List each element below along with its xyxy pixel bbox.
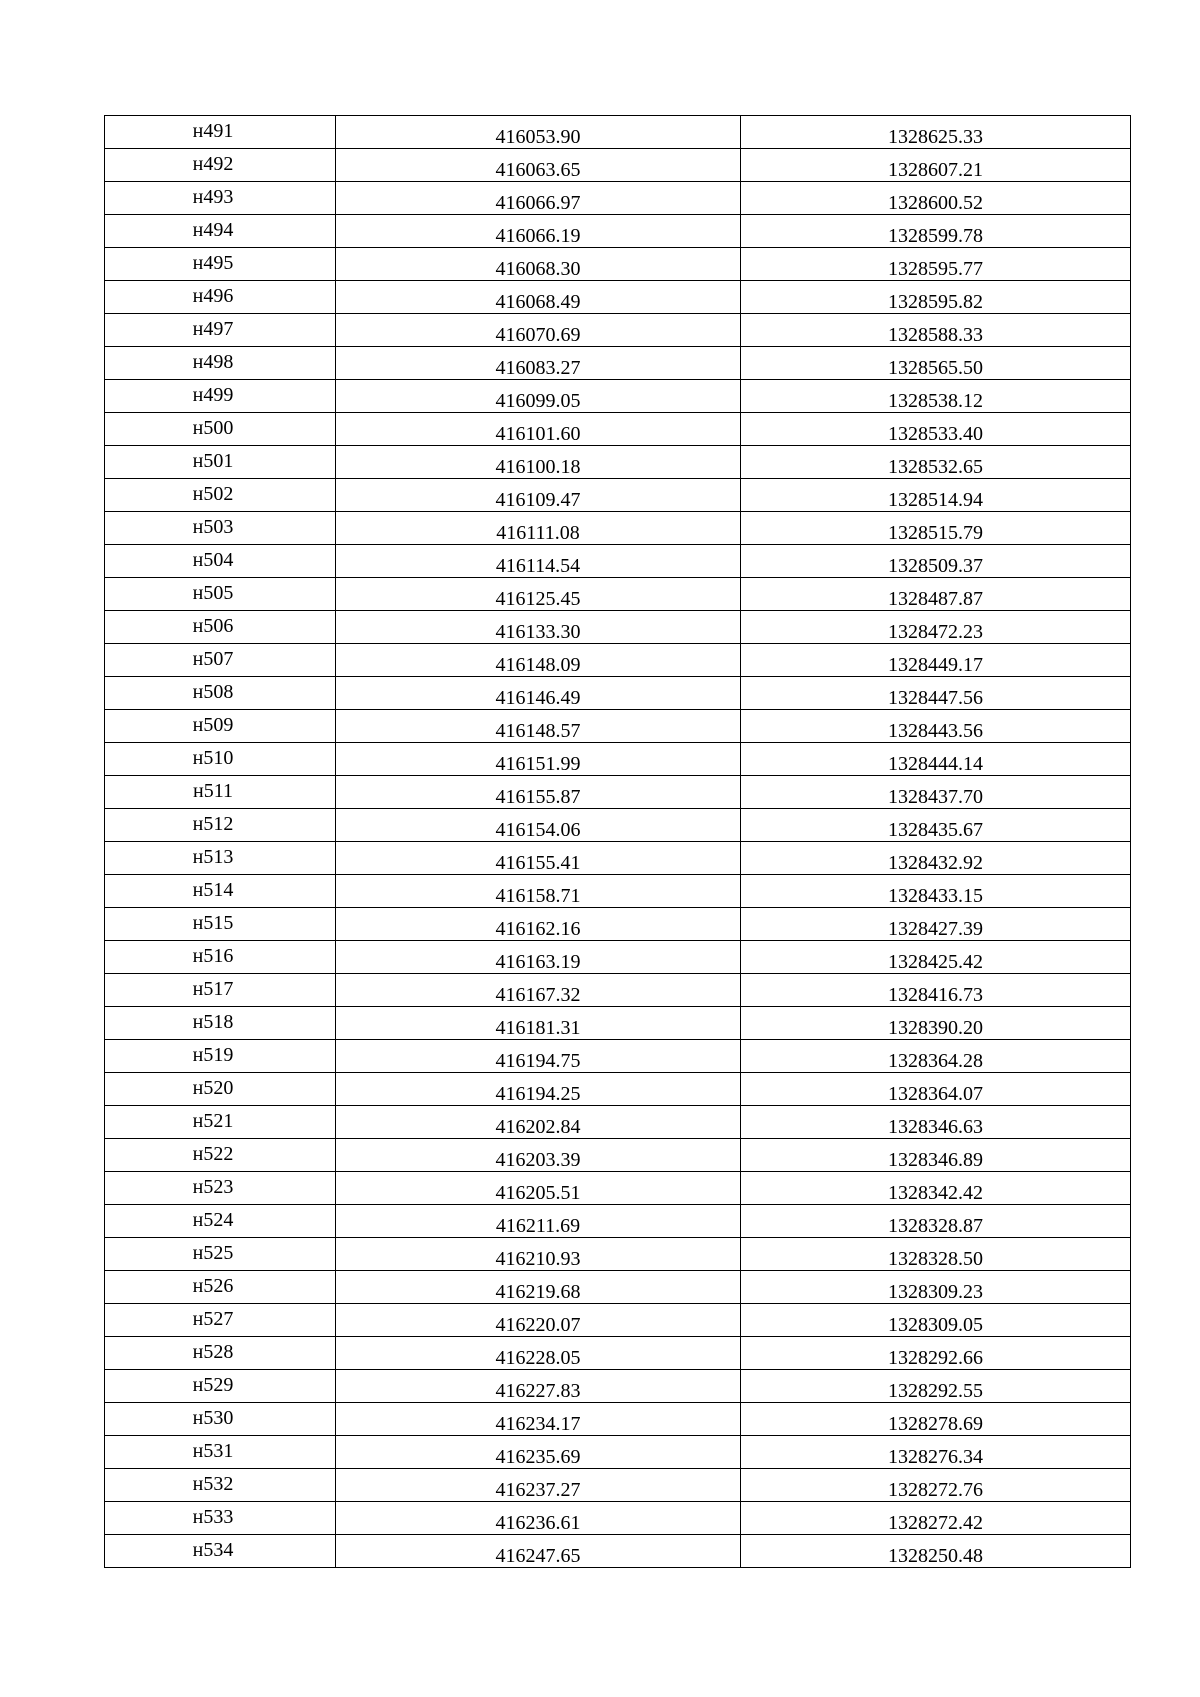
table-row — [105, 413, 1131, 446]
point-id-cell: н494 — [105, 215, 336, 248]
table-row — [105, 1370, 1131, 1403]
table-row — [105, 1469, 1131, 1502]
y-coordinate-cell: 1328272.76 — [741, 1469, 1131, 1502]
x-coordinate-cell: 416155.41 — [336, 842, 741, 875]
table-row — [105, 710, 1131, 743]
point-id-cell: н519 — [105, 1040, 336, 1073]
table-row — [105, 677, 1131, 710]
point-id-cell: н500 — [105, 413, 336, 446]
x-coordinate-cell: 416099.05 — [336, 380, 741, 413]
point-id-cell: н525 — [105, 1238, 336, 1271]
x-coordinate-cell: 416083.27 — [336, 347, 741, 380]
point-id-cell: н524 — [105, 1205, 336, 1238]
point-id-cell: н510 — [105, 743, 336, 776]
point-id-cell: н496 — [105, 281, 336, 314]
table-row — [105, 1304, 1131, 1337]
x-coordinate-cell: 416154.06 — [336, 809, 741, 842]
y-coordinate-cell: 1328449.17 — [741, 644, 1131, 677]
point-id-cell: н531 — [105, 1436, 336, 1469]
x-coordinate-cell: 416109.47 — [336, 479, 741, 512]
table-row — [105, 1040, 1131, 1073]
point-id-cell: н508 — [105, 677, 336, 710]
x-coordinate-cell: 416053.90 — [336, 116, 741, 149]
table-row — [105, 941, 1131, 974]
table-row — [105, 446, 1131, 479]
table-row — [105, 644, 1131, 677]
table-row — [105, 380, 1131, 413]
y-coordinate-cell: 1328444.14 — [741, 743, 1131, 776]
x-coordinate-cell: 416163.19 — [336, 941, 741, 974]
point-id-cell: н503 — [105, 512, 336, 545]
x-coordinate-cell: 416220.07 — [336, 1304, 741, 1337]
table-row — [105, 1502, 1131, 1535]
point-id-cell: н516 — [105, 941, 336, 974]
table-row — [105, 1139, 1131, 1172]
y-coordinate-cell: 1328443.56 — [741, 710, 1131, 743]
table-row — [105, 545, 1131, 578]
x-coordinate-cell: 416219.68 — [336, 1271, 741, 1304]
table-row — [105, 1271, 1131, 1304]
coordinates-table — [104, 115, 1131, 1568]
y-coordinate-cell: 1328364.07 — [741, 1073, 1131, 1106]
point-id-cell: н507 — [105, 644, 336, 677]
y-coordinate-cell: 1328607.21 — [741, 149, 1131, 182]
x-coordinate-cell: 416228.05 — [336, 1337, 741, 1370]
table-row — [105, 1337, 1131, 1370]
y-coordinate-cell: 1328416.73 — [741, 974, 1131, 1007]
point-id-cell: н513 — [105, 842, 336, 875]
point-id-cell: н505 — [105, 578, 336, 611]
point-id-cell: н493 — [105, 182, 336, 215]
point-id-cell: н522 — [105, 1139, 336, 1172]
point-id-cell: н530 — [105, 1403, 336, 1436]
point-id-cell: н506 — [105, 611, 336, 644]
y-coordinate-cell: 1328309.05 — [741, 1304, 1131, 1337]
x-coordinate-cell: 416203.39 — [336, 1139, 741, 1172]
point-id-cell: н509 — [105, 710, 336, 743]
y-coordinate-cell: 1328595.77 — [741, 248, 1131, 281]
point-id-cell: н534 — [105, 1535, 336, 1568]
y-coordinate-cell: 1328292.55 — [741, 1370, 1131, 1403]
point-id-cell: н533 — [105, 1502, 336, 1535]
x-coordinate-cell: 416237.27 — [336, 1469, 741, 1502]
point-id-cell: н492 — [105, 149, 336, 182]
x-coordinate-cell: 416210.93 — [336, 1238, 741, 1271]
table-row — [105, 1172, 1131, 1205]
y-coordinate-cell: 1328599.78 — [741, 215, 1131, 248]
y-coordinate-cell: 1328472.23 — [741, 611, 1131, 644]
x-coordinate-cell: 416194.75 — [336, 1040, 741, 1073]
x-coordinate-cell: 416068.49 — [336, 281, 741, 314]
table-row — [105, 875, 1131, 908]
point-id-cell: н495 — [105, 248, 336, 281]
x-coordinate-cell: 416158.71 — [336, 875, 741, 908]
y-coordinate-cell: 1328425.42 — [741, 941, 1131, 974]
y-coordinate-cell: 1328487.87 — [741, 578, 1131, 611]
y-coordinate-cell: 1328272.42 — [741, 1502, 1131, 1535]
point-id-cell: н523 — [105, 1172, 336, 1205]
table-row — [105, 1073, 1131, 1106]
x-coordinate-cell: 416155.87 — [336, 776, 741, 809]
y-coordinate-cell: 1328292.66 — [741, 1337, 1131, 1370]
x-coordinate-cell: 416227.83 — [336, 1370, 741, 1403]
y-coordinate-cell: 1328346.89 — [741, 1139, 1131, 1172]
table-row — [105, 1436, 1131, 1469]
table-row — [105, 182, 1131, 215]
point-id-cell: н512 — [105, 809, 336, 842]
table-row — [105, 314, 1131, 347]
table-row — [105, 149, 1131, 182]
y-coordinate-cell: 1328328.87 — [741, 1205, 1131, 1238]
table-row — [105, 908, 1131, 941]
x-coordinate-cell: 416205.51 — [336, 1172, 741, 1205]
y-coordinate-cell: 1328509.37 — [741, 545, 1131, 578]
x-coordinate-cell: 416066.19 — [336, 215, 741, 248]
table-row — [105, 809, 1131, 842]
table-row — [105, 842, 1131, 875]
table-row — [105, 347, 1131, 380]
point-id-cell: н511 — [105, 776, 336, 809]
point-id-cell: н532 — [105, 1469, 336, 1502]
table-row — [105, 479, 1131, 512]
x-coordinate-cell: 416125.45 — [336, 578, 741, 611]
point-id-cell: н501 — [105, 446, 336, 479]
y-coordinate-cell: 1328433.15 — [741, 875, 1131, 908]
y-coordinate-cell: 1328533.40 — [741, 413, 1131, 446]
y-coordinate-cell: 1328250.48 — [741, 1535, 1131, 1568]
y-coordinate-cell: 1328309.23 — [741, 1271, 1131, 1304]
y-coordinate-cell: 1328346.63 — [741, 1106, 1131, 1139]
x-coordinate-cell: 416100.18 — [336, 446, 741, 479]
y-coordinate-cell: 1328432.92 — [741, 842, 1131, 875]
table-row — [105, 743, 1131, 776]
table-row — [105, 1106, 1131, 1139]
x-coordinate-cell: 416114.54 — [336, 545, 741, 578]
y-coordinate-cell: 1328276.34 — [741, 1436, 1131, 1469]
point-id-cell: н526 — [105, 1271, 336, 1304]
table-row — [105, 776, 1131, 809]
point-id-cell: н502 — [105, 479, 336, 512]
x-coordinate-cell: 416247.65 — [336, 1535, 741, 1568]
point-id-cell: н504 — [105, 545, 336, 578]
point-id-cell: н491 — [105, 116, 336, 149]
y-coordinate-cell: 1328625.33 — [741, 116, 1131, 149]
x-coordinate-cell: 416148.57 — [336, 710, 741, 743]
point-id-cell: н514 — [105, 875, 336, 908]
y-coordinate-cell: 1328595.82 — [741, 281, 1131, 314]
x-coordinate-cell: 416162.16 — [336, 908, 741, 941]
x-coordinate-cell: 416066.97 — [336, 182, 741, 215]
x-coordinate-cell: 416111.08 — [336, 512, 741, 545]
point-id-cell: н497 — [105, 314, 336, 347]
point-id-cell: н520 — [105, 1073, 336, 1106]
x-coordinate-cell: 416211.69 — [336, 1205, 741, 1238]
table-row — [105, 281, 1131, 314]
x-coordinate-cell: 416236.61 — [336, 1502, 741, 1535]
point-id-cell: н518 — [105, 1007, 336, 1040]
x-coordinate-cell: 416202.84 — [336, 1106, 741, 1139]
table-row — [105, 578, 1131, 611]
y-coordinate-cell: 1328588.33 — [741, 314, 1131, 347]
y-coordinate-cell: 1328427.39 — [741, 908, 1131, 941]
y-coordinate-cell: 1328565.50 — [741, 347, 1131, 380]
table-row — [105, 974, 1131, 1007]
table-row — [105, 1403, 1131, 1436]
table-row — [105, 1238, 1131, 1271]
table-row — [105, 512, 1131, 545]
x-coordinate-cell: 416234.17 — [336, 1403, 741, 1436]
table-row — [105, 116, 1131, 149]
point-id-cell: н498 — [105, 347, 336, 380]
x-coordinate-cell: 416148.09 — [336, 644, 741, 677]
x-coordinate-cell: 416151.99 — [336, 743, 741, 776]
y-coordinate-cell: 1328364.28 — [741, 1040, 1131, 1073]
point-id-cell: н517 — [105, 974, 336, 1007]
x-coordinate-cell: 416194.25 — [336, 1073, 741, 1106]
y-coordinate-cell: 1328514.94 — [741, 479, 1131, 512]
x-coordinate-cell: 416063.65 — [336, 149, 741, 182]
y-coordinate-cell: 1328538.12 — [741, 380, 1131, 413]
x-coordinate-cell: 416101.60 — [336, 413, 741, 446]
table-row — [105, 248, 1131, 281]
coordinates-table-body — [105, 116, 1131, 1568]
point-id-cell: н528 — [105, 1337, 336, 1370]
y-coordinate-cell: 1328447.56 — [741, 677, 1131, 710]
y-coordinate-cell: 1328600.52 — [741, 182, 1131, 215]
point-id-cell: н529 — [105, 1370, 336, 1403]
x-coordinate-cell: 416235.69 — [336, 1436, 741, 1469]
x-coordinate-cell: 416181.31 — [336, 1007, 741, 1040]
x-coordinate-cell: 416133.30 — [336, 611, 741, 644]
x-coordinate-cell: 416068.30 — [336, 248, 741, 281]
point-id-cell: н499 — [105, 380, 336, 413]
y-coordinate-cell: 1328342.42 — [741, 1172, 1131, 1205]
x-coordinate-cell: 416146.49 — [336, 677, 741, 710]
point-id-cell: н521 — [105, 1106, 336, 1139]
y-coordinate-cell: 1328278.69 — [741, 1403, 1131, 1436]
point-id-cell: н527 — [105, 1304, 336, 1337]
table-row — [105, 1007, 1131, 1040]
x-coordinate-cell: 416070.69 — [336, 314, 741, 347]
table-row — [105, 215, 1131, 248]
table-row — [105, 1205, 1131, 1238]
y-coordinate-cell: 1328435.67 — [741, 809, 1131, 842]
y-coordinate-cell: 1328390.20 — [741, 1007, 1131, 1040]
y-coordinate-cell: 1328532.65 — [741, 446, 1131, 479]
y-coordinate-cell: 1328437.70 — [741, 776, 1131, 809]
y-coordinate-cell: 1328328.50 — [741, 1238, 1131, 1271]
x-coordinate-cell: 416167.32 — [336, 974, 741, 1007]
y-coordinate-cell: 1328515.79 — [741, 512, 1131, 545]
point-id-cell: н515 — [105, 908, 336, 941]
table-row — [105, 1535, 1131, 1568]
table-row — [105, 611, 1131, 644]
